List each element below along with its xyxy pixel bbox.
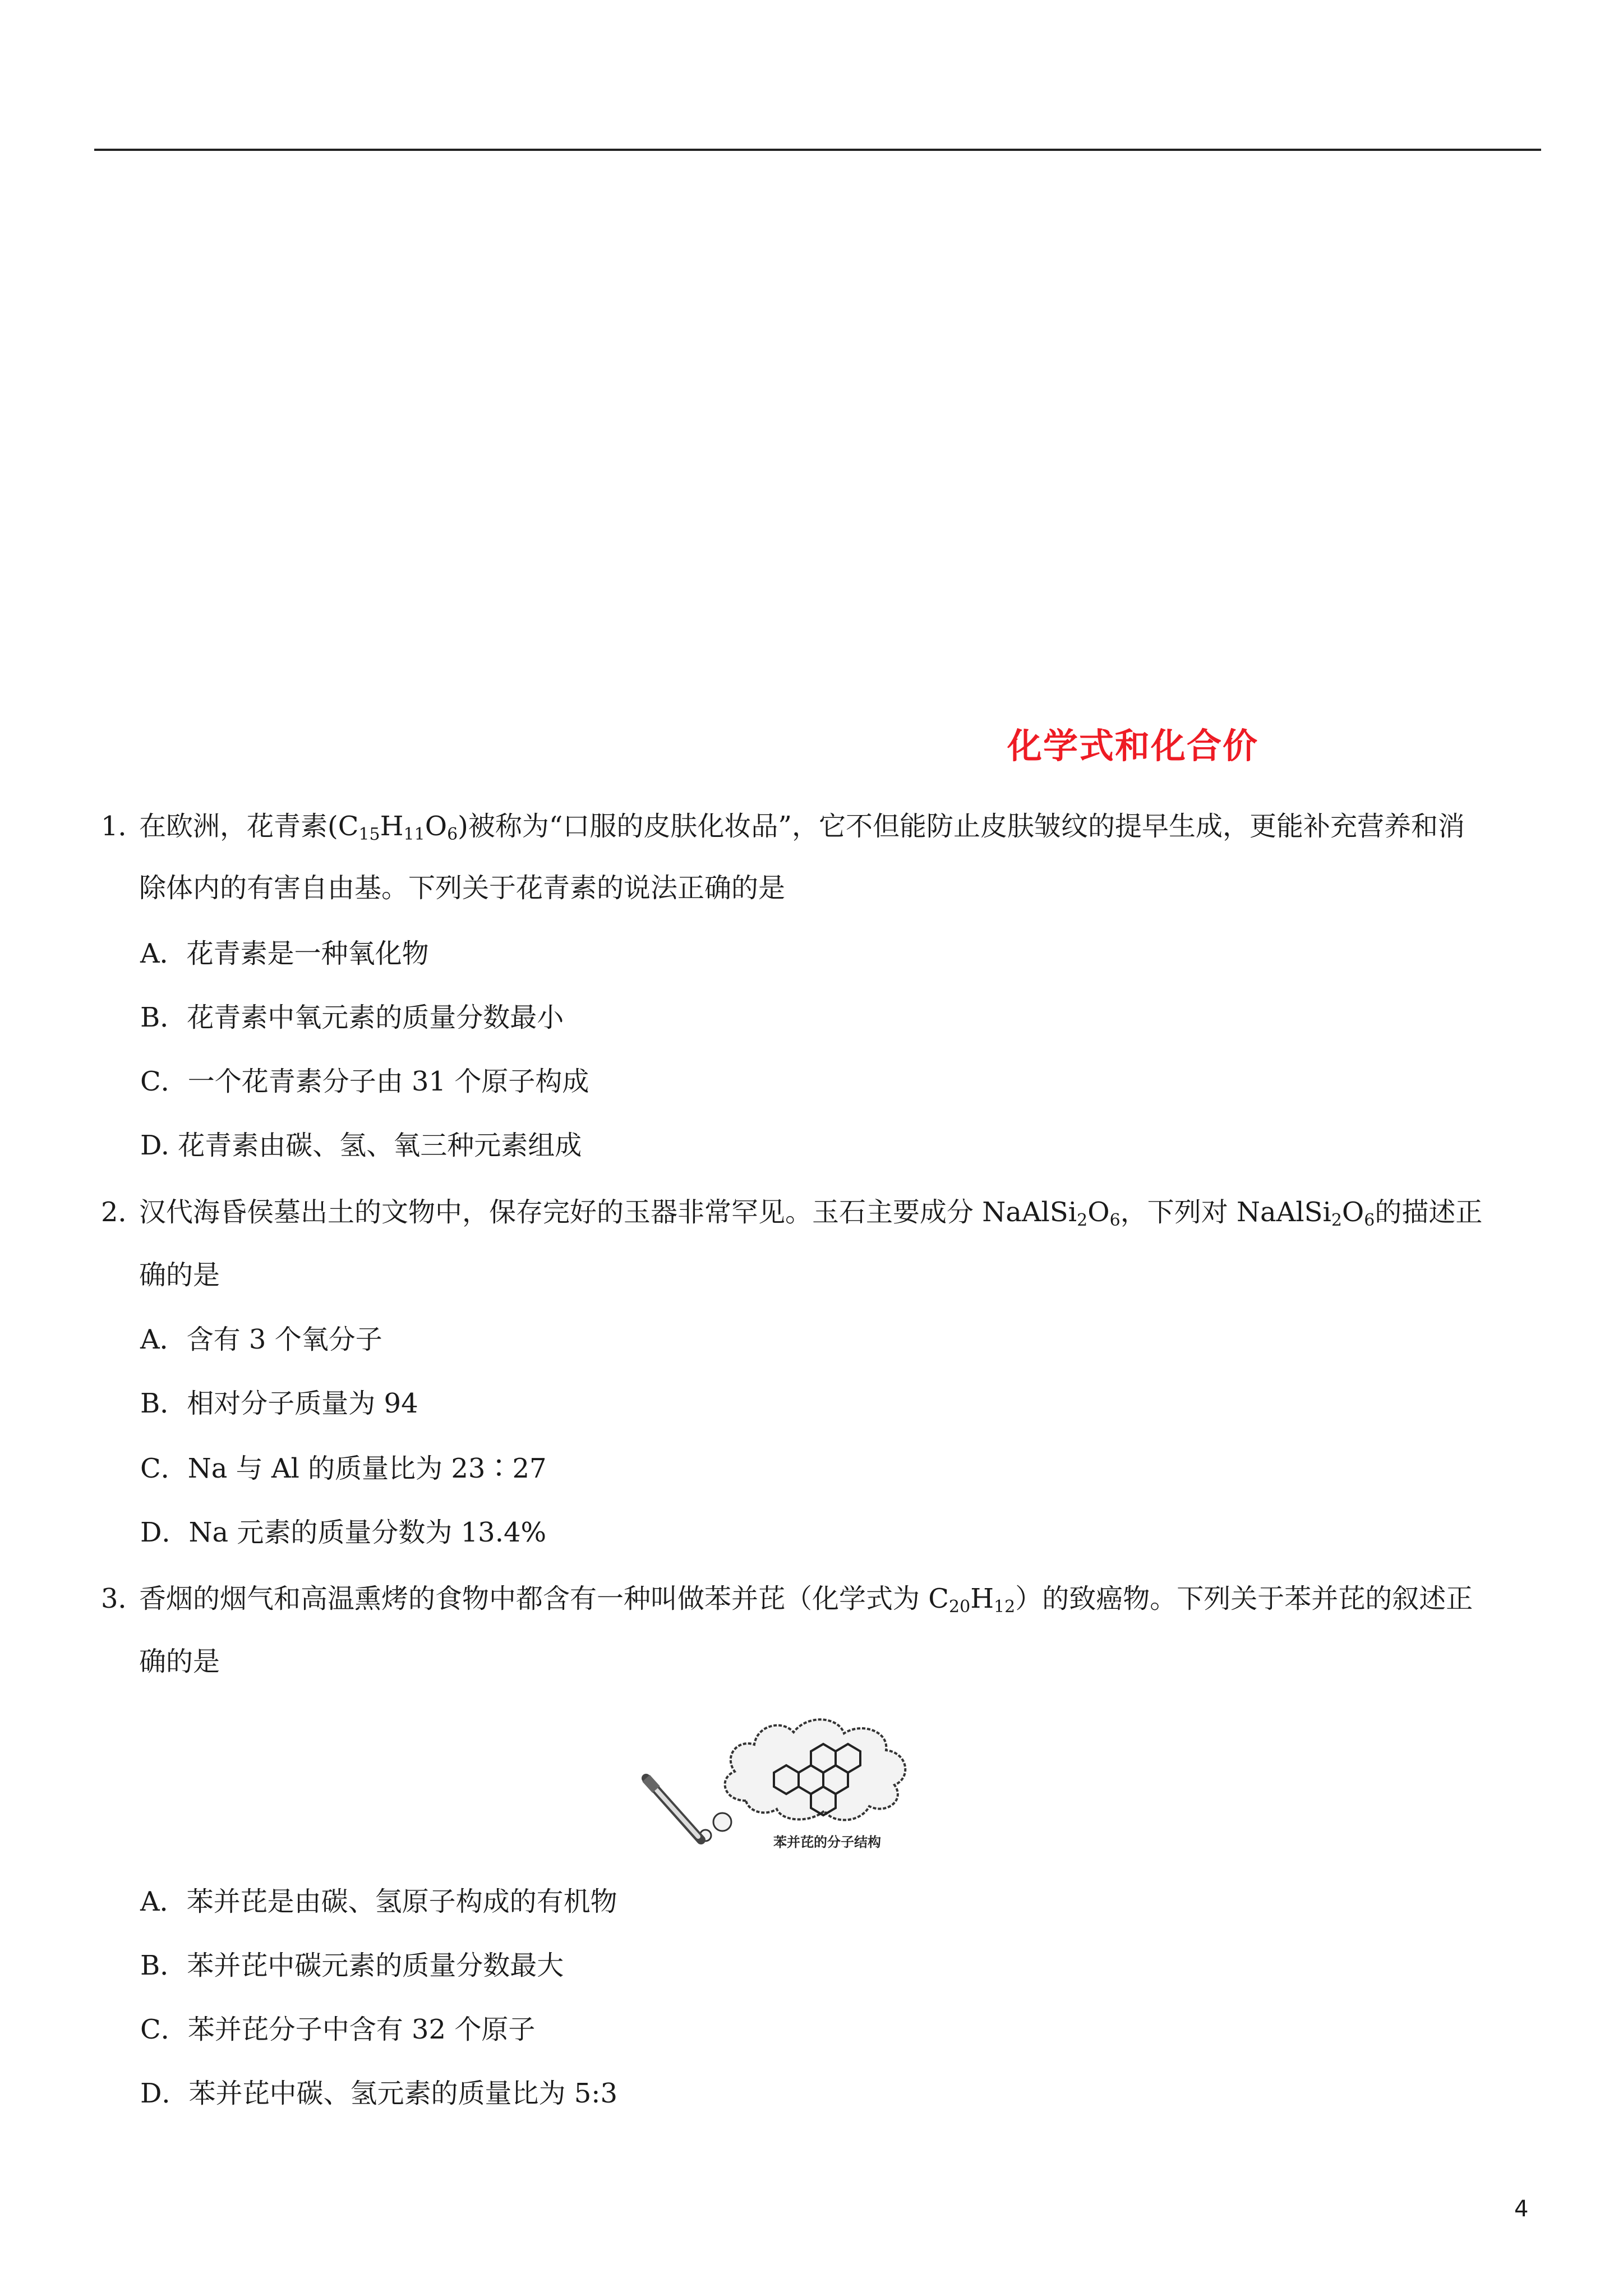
question-3-option-c[interactable]: C．苯并芘分子中含有 32 个原子 <box>140 2014 536 2045</box>
question-1-option-b[interactable]: B．花青素中氧元素的质量分数最小 <box>140 1002 564 1033</box>
question-2-option-b[interactable]: B．相对分子质量为 94 <box>140 1388 418 1419</box>
question-3-stem: 3．香烟的烟气和高温熏烤的食物中都含有一种叫做苯并芘（化学式为 $C_{20}H_{12}$）的致癌物。下列关于苯并芘的叙述正 <box>101 1583 1473 1617</box>
question-1-option-a[interactable]: A．花青素是一种氧化物 <box>140 938 429 969</box>
question-1-stem-line-2: 除体内的有害自由基。下列关于花青素的说法正确的是 <box>139 872 786 904</box>
question-3-stem-line-2: 确的是 <box>139 1646 220 1677</box>
question-3-option-a[interactable]: A．苯并芘是由碳、氢原子构成的有机物 <box>140 1886 617 1917</box>
question-3-option-d[interactable]: D．苯并芘中碳、氢元素的质量比为 5:3 <box>140 2078 617 2109</box>
question-3-option-b[interactable]: B．苯并芘中碳元素的质量分数最大 <box>140 1950 564 1981</box>
page-number: 4 <box>1514 2196 1529 2222</box>
cigarette-icon <box>646 1778 701 1840</box>
question-2-stem-line-2: 确的是 <box>139 1259 220 1291</box>
question-1-number: 1． <box>101 811 145 842</box>
thought-cloud <box>725 1719 906 1820</box>
question-3-number: 3． <box>101 1583 145 1614</box>
thought-dot-large <box>713 1813 731 1831</box>
page-title: 化学式和化合价 <box>1007 725 1258 766</box>
question-1-option-d[interactable]: D. 花青素由碳、氢、氧三种元素组成 <box>140 1130 582 1161</box>
header-rule <box>94 149 1541 151</box>
benzopyrene-figure <box>639 1694 976 1868</box>
question-2-stem: 2．汉代海昏侯墓出土的文物中，保存完好的玉器非常罕见。玉石主要成分 $NaAlSi_2O_6$，下列对 $NaAlSi_2O_6$的描述正 <box>101 1197 1483 1230</box>
figure-caption: 苯并芘的分子结构 <box>773 1834 881 1850</box>
question-2-option-a[interactable]: A．含有 3 个氧分子 <box>140 1324 382 1355</box>
question-1-option-c[interactable]: C．一个花青素分子由 31 个原子构成 <box>140 1066 589 1097</box>
question-2-number: 2． <box>101 1197 145 1228</box>
question-1-stem: 1．在欧洲，花青素$(C_{15}H_{11}O_6)$被称为“口服的皮肤化妆品”，它不但能防止皮肤皱纹的提早生成，更能补充营养和消 <box>101 811 1465 844</box>
question-2-option-c[interactable]: C．Na 与 Al 的质量比为 23∶27 <box>140 1453 547 1484</box>
question-2-option-d[interactable]: D．Na 元素的质量分数为 13.4% <box>140 1517 547 1548</box>
